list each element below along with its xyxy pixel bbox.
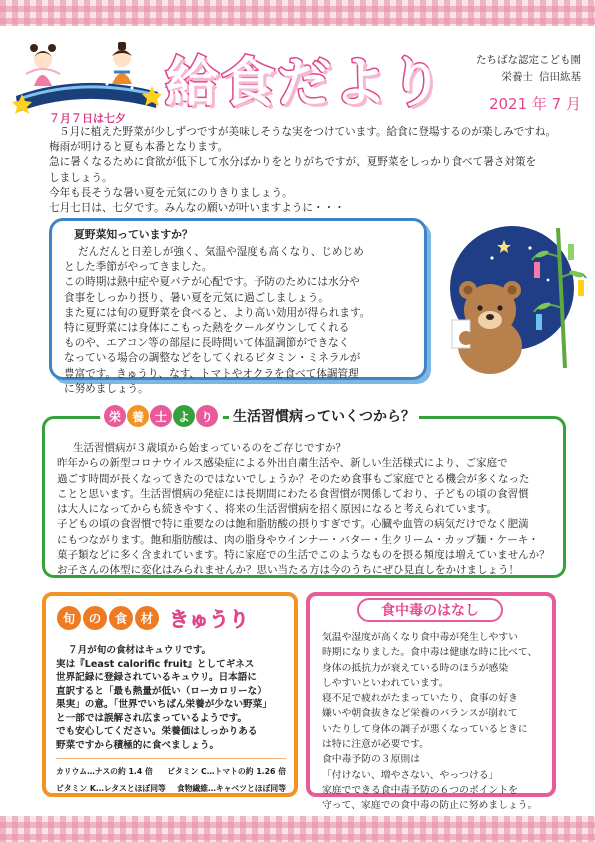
- lifestyle-line: は大人になってからも続きやすく、将来の生活習慣病を招く原因になると考えられています。: [57, 503, 497, 516]
- cucumber-line: 果実」の意。「世界でいちばん栄養が少ない野菜」: [56, 699, 272, 710]
- lifestyle-line: にもつながります。飽和脂肪酸は、肉の脂身やウインナー・バター・生クリーム・カップ麺・ケーキ・: [57, 533, 539, 546]
- summer-vegetable-line: 豊富です。きゅうり、なす、トマトやオクラを食べて体調管理: [64, 367, 359, 380]
- food-poisoning-line: 身体の抵抗力が衰えている時のほうが感染: [322, 662, 509, 674]
- summer-vegetable-heading: 夏野菜知っていますか？: [74, 228, 193, 241]
- intro-line: ５月に植えた野菜が少しずつですが美味しそうな実をつけています。給食に登場するのが楽しみですね。: [59, 126, 557, 138]
- cucumber-line: と一部では誤解され広まっているようです。: [56, 712, 248, 724]
- lifestyle-line: 昨年からの新型コロナウイルス感染症による外出自粛生活や、新しい生活様式により、ご家庭で: [57, 457, 508, 470]
- intro-line: 急に暑くなるために食欲が低下して水分ばかりをとりがちですが、夏野菜をしっかり食べて暑さ対策を: [49, 156, 537, 169]
- badge-char: り: [196, 405, 218, 427]
- nutrition-item: 食物繊維…キャベツとほぼ同等: [176, 784, 286, 793]
- lifestyle-line: 過ごす時間が長くなってきたのではないでしょうか？そのため食事もご家庭でとる機会が多くなった: [57, 472, 530, 485]
- summer-vegetable-line: また夏には旬の夏野菜を食べると、より高い効用が得られます。: [64, 306, 371, 319]
- lifestyle-title: 生活習慣病っていくつから？: [229, 406, 419, 426]
- food-poisoning-line: 気温や湿度が高くなり食中毒が発生しやすい: [322, 632, 518, 643]
- summer-vegetable-line: だんだんと日差しが強く、気温や湿度も高くなり、じめじめ: [78, 246, 364, 258]
- badge-char: 旬: [57, 606, 81, 630]
- staff-role: 栄養士: [501, 71, 533, 83]
- summer-vegetable-line: 特に夏野菜には身体にこもった熱をクールダウンしてくれる: [64, 322, 350, 335]
- intro-line: 今年も長そうな暑い夏を元気にのりきりましょう。: [49, 186, 293, 199]
- lifestyle-line: お子さんの体型に変化はみられませんか？思い当たる方は今のうちにぜひ見直しをかけましょう！: [57, 564, 519, 577]
- food-poisoning-line: 食中毒予防の３原則は: [322, 754, 420, 766]
- food-poisoning-line: 嫌いや朝食抜きなど栄養のバランスが崩れて: [322, 708, 518, 720]
- cucumber-line: 世界記録に登録されているキュウリ。日本語に: [56, 672, 257, 683]
- nutrition-item: カリウム…ナスの約 1.4 倍: [56, 767, 153, 776]
- badge-char: 栄: [104, 405, 126, 427]
- food-poisoning-line: は特に注意が必要です。: [322, 739, 429, 751]
- cucumber-line: 直訳すると「最も熱量が低い（ローカロリーな）: [56, 685, 267, 697]
- food-poisoning-box: [306, 592, 556, 812]
- nutrition-item: ビタミン C…トマトの約 1.26 倍: [167, 767, 286, 776]
- intro-line: 七月七日は、七夕です。みんなの願いが叶いますように・・・: [49, 202, 345, 215]
- intro-line: 梅雨が明けると夏も本番となります。: [49, 141, 229, 154]
- lifestyle-line: 菓子類などに多く含まれています。特に家庭での生活でこのようなものを摂る頻度は増えていませんか？: [57, 549, 550, 562]
- summer-vegetable-line: ものや、エアコン等の部屋に長時間いて体温調節ができなく: [64, 337, 350, 350]
- staff-line: [476, 69, 581, 86]
- food-poisoning-line: しやすいといわれています。: [322, 677, 449, 689]
- badge-char: の: [83, 606, 107, 630]
- summer-vegetable-line: 食事をしっかり摂り、暑い夏を元気に過ごしましょう。: [64, 291, 329, 304]
- nutrition-row: [56, 763, 286, 780]
- food-poisoning-line: 時期になりました。食中毒は健康な時に比べて、: [322, 647, 538, 659]
- organization-block: [476, 52, 581, 86]
- organization-name: たちばな認定こども園: [476, 54, 581, 66]
- nutrition-facts: [56, 758, 286, 797]
- intro-line: しましょう。: [49, 171, 113, 184]
- issue-date: 2021 年 7 月: [488, 95, 581, 113]
- summer-vegetable-line: に努めましょう。: [64, 382, 149, 395]
- lifestyle-line: ことと思います。生活習慣病の発症には長期間にわたる食習慣が関係しており、子どもの頃の食習慣: [57, 487, 529, 500]
- lifestyle-line: 子どもの頃の食習慣で特に重要なのは飽和脂肪酸の摂りすぎです。心臓や血管の病気だけでなく肥満: [57, 518, 529, 531]
- cucumber-title: きゅうり: [169, 607, 249, 631]
- tanabata-label: ７月７日は七夕: [49, 112, 126, 125]
- badge-char: 食: [109, 606, 133, 630]
- food-poisoning-line: 寝不足で疲れがたまっていたり、食事の好き: [322, 693, 518, 705]
- nutrition-row: [56, 780, 286, 797]
- summer-vegetable-line: なっている場合の調整などをしてくれるビタミン・ミネラルが: [64, 352, 361, 365]
- lifestyle-disease-box: [42, 416, 566, 578]
- top-gingham-border: [0, 0, 595, 26]
- cucumber-line: ７月が旬の食材はキュウリです。: [68, 645, 212, 656]
- food-poisoning-line: 「付けない、増やさない、やっつける」: [322, 769, 499, 781]
- bottom-gingham-border: [0, 816, 595, 842]
- staff-name: 信田紘基: [539, 71, 581, 83]
- summer-vegetable-line: とした季節がやってきました。: [64, 261, 213, 274]
- food-poisoning-line: いたりして身体の調子が悪くなっているときに: [322, 723, 528, 735]
- food-poisoning-title: 食中毒のはなし: [381, 603, 479, 619]
- food-poisoning-line: 守って、家庭での食中毒の防止に努めましょう。: [322, 800, 538, 812]
- badge-char: 士: [150, 405, 172, 427]
- food-poisoning-line: 家庭でできる食中毒予防の６つのポイントを: [322, 784, 518, 796]
- intro-text: [49, 125, 569, 216]
- bear-bamboo-illustration: [430, 218, 588, 376]
- badge-char: 養: [127, 405, 149, 427]
- summer-vegetable-line: この時期は熱中症や夏バテが心配です。予防のためには水分や: [64, 276, 360, 289]
- badge-char: 材: [135, 606, 159, 630]
- cucumber-line: 実は『Least calorific fruit』としてギネス: [56, 658, 255, 670]
- lifestyle-line: 生活習慣病が３歳頃から始まっているのをご存じですか？: [73, 442, 346, 454]
- lifestyle-heading: [100, 405, 419, 427]
- cucumber-line: 野菜ですから積極的に食べましょう。: [56, 739, 220, 751]
- nutritionist-badge: [100, 405, 223, 427]
- seasonal-ingredient-heading: [57, 603, 249, 632]
- food-poisoning-heading: [357, 598, 503, 622]
- newsletter-title: 給食だより: [165, 51, 445, 114]
- summer-vegetable-box: [49, 218, 427, 395]
- cucumber-line: でも安心してください。栄養価はしっかりある: [56, 726, 258, 737]
- badge-char: よ: [173, 405, 195, 427]
- nutrition-item: ビタミン K…レタスとほぼ同等: [56, 784, 166, 793]
- tanabata-couple-illustration: [12, 34, 162, 116]
